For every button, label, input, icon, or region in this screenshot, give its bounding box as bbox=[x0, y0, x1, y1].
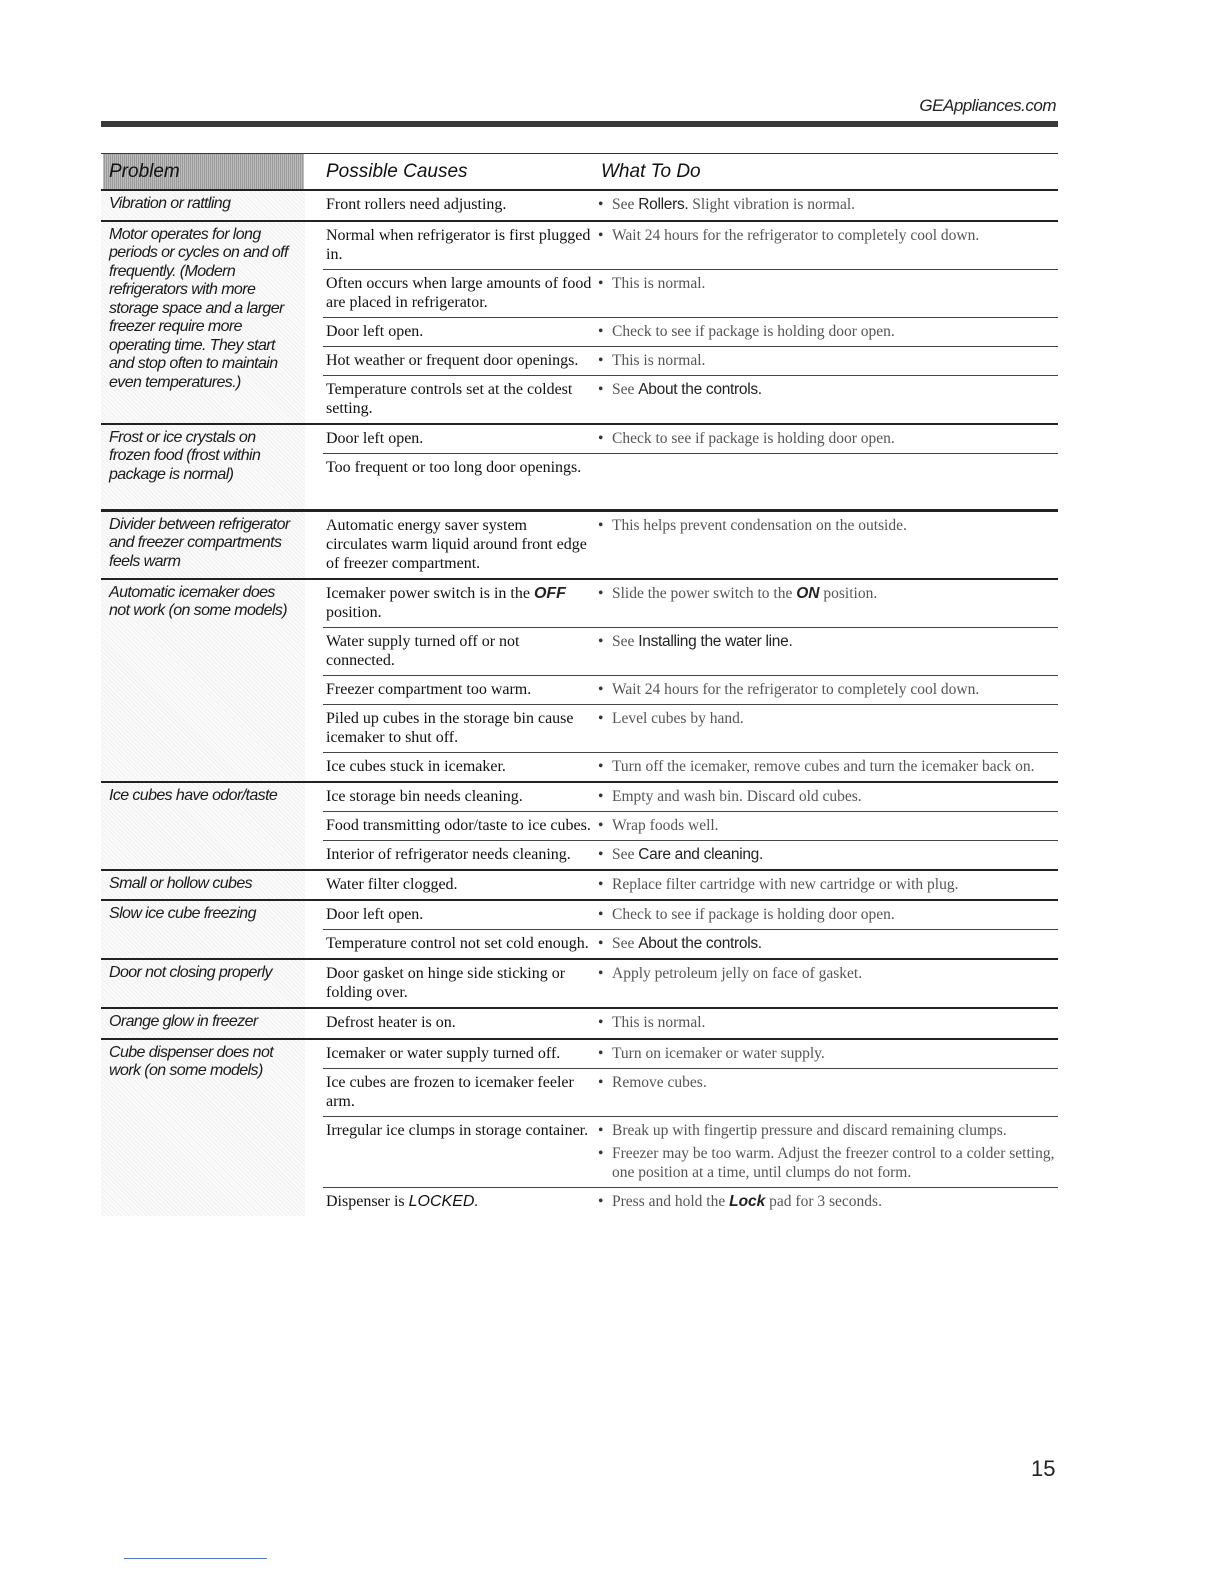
cause-row bbox=[323, 1188, 1058, 1216]
header-problem: Problem bbox=[103, 154, 304, 189]
cause-row bbox=[323, 753, 1058, 781]
cause-text: Icemaker or water supply turned off. bbox=[326, 1044, 561, 1062]
cause-row bbox=[323, 871, 1058, 899]
cause-row bbox=[323, 318, 1058, 347]
footer-line bbox=[124, 1558, 267, 1559]
cause-row bbox=[323, 270, 1058, 318]
solution-item: • Level cubes by hand. bbox=[598, 709, 744, 727]
problem-label: Frost or ice crystals on frozen food (frost within package is normal) bbox=[101, 425, 305, 509]
solution-item: • Break up with fingertip pressure and discard remaining clumps. bbox=[598, 1121, 1007, 1139]
solution-item: • Turn off the icemaker, remove cubes and turn the icemaker back on. bbox=[598, 757, 1035, 775]
solution-item: • Remove cubes. bbox=[598, 1073, 707, 1091]
cause-text: Ice storage bin needs cleaning. bbox=[326, 787, 523, 805]
cause-row bbox=[323, 1040, 1058, 1069]
problem-label: Divider between refrigerator and freezer compartments feels warm bbox=[101, 512, 305, 578]
problem-group bbox=[101, 871, 1058, 902]
cause-row bbox=[323, 783, 1058, 812]
troubleshooting-table bbox=[101, 153, 1058, 1216]
cause-text: Door left open. bbox=[326, 429, 424, 447]
solution-item: • Wait 24 hours for the refrigerator to completely cool down. bbox=[598, 226, 980, 244]
cause-row bbox=[323, 1069, 1058, 1117]
cause-text: Often occurs when large amounts of food are placed in refrigerator. bbox=[326, 274, 592, 311]
cause-text: Freezer compartment too warm. bbox=[326, 680, 532, 698]
solution-item: • See Rollers. Slight vibration is normal. bbox=[598, 196, 856, 213]
problem-group bbox=[101, 222, 1058, 425]
cross-reference: About the controls. bbox=[638, 380, 762, 398]
solution-item: • Turn on icemaker or water supply. bbox=[598, 1044, 825, 1062]
cause-row bbox=[323, 512, 1058, 578]
problem-label: Door not closing properly bbox=[101, 960, 305, 1007]
problem-group bbox=[101, 580, 1058, 783]
cause-row bbox=[323, 347, 1058, 376]
problem-group bbox=[101, 425, 1058, 511]
cause-text: Automatic energy saver system circulates warm liquid around front edge of freezer compartment. bbox=[326, 516, 587, 572]
cause-text: Interior of refrigerator needs cleaning. bbox=[326, 845, 571, 863]
problem-group bbox=[101, 901, 1058, 960]
problem-label: Slow ice cube freezing bbox=[101, 901, 305, 958]
problem-group bbox=[101, 1009, 1058, 1040]
cause-text: Temperature control not set cold enough. bbox=[326, 935, 589, 952]
solution-item: • Replace filter cartridge with new cartridge or with plug. bbox=[598, 875, 959, 893]
solution-item: • This is normal. bbox=[598, 351, 706, 369]
cause-row bbox=[323, 812, 1058, 841]
cause-text: Water filter clogged. bbox=[326, 875, 458, 893]
header-rule bbox=[101, 121, 1058, 127]
problem-label: Orange glow in freezer bbox=[101, 1009, 305, 1038]
cause-text: Food transmitting odor/taste to ice cubes. bbox=[326, 816, 591, 834]
cause-row bbox=[323, 454, 1058, 509]
solution-item: • Check to see if package is holding door open. bbox=[598, 429, 895, 447]
cause-text: Temperature controls set at the coldest setting. bbox=[326, 380, 573, 417]
page-number: 15 bbox=[1031, 1456, 1056, 1481]
solution-item: • Apply petroleum jelly on face of gasket. bbox=[598, 965, 863, 982]
problem-label: Small or hollow cubes bbox=[101, 871, 305, 900]
table-header bbox=[101, 153, 1058, 191]
problem-label: Vibration or rattling bbox=[101, 191, 305, 220]
solution-item: • See Care and cleaning. bbox=[598, 845, 763, 863]
problem-label: Ice cubes have odor/taste bbox=[101, 783, 305, 869]
cause-text: Piled up cubes in the storage bin cause icemaker to shut off. bbox=[326, 709, 574, 746]
cause-row bbox=[323, 191, 1058, 219]
solution-item: • This is normal. bbox=[598, 274, 706, 292]
cause-row bbox=[323, 580, 1058, 628]
solution-item: • This helps prevent condensation on the outside. bbox=[598, 516, 907, 534]
cross-reference: About the controls. bbox=[638, 935, 762, 952]
solution-item: • See About the controls. bbox=[598, 380, 762, 398]
cause-text: Normal when refrigerator is first plugged in. bbox=[326, 226, 591, 263]
cause-row bbox=[323, 930, 1058, 958]
problem-group bbox=[101, 511, 1058, 580]
solution-item: • Empty and wash bin. Discard old cubes. bbox=[598, 787, 862, 805]
problem-label: Cube dispenser does not work (on some models) bbox=[101, 1040, 305, 1216]
cause-row bbox=[323, 376, 1058, 423]
cause-row bbox=[323, 901, 1058, 930]
cause-text: Front rollers need adjusting. bbox=[326, 196, 507, 213]
header-what-to-do: What To Do bbox=[601, 161, 701, 182]
cause-row bbox=[323, 222, 1058, 270]
problem-group bbox=[101, 783, 1058, 871]
solution-item: • Check to see if package is holding door open. bbox=[598, 322, 895, 340]
cross-reference: Care and cleaning. bbox=[638, 845, 763, 863]
cause-row bbox=[323, 960, 1058, 1007]
cause-text: Defrost heater is on. bbox=[326, 1014, 456, 1031]
solution-item: • See Installing the water line. bbox=[598, 632, 793, 650]
cause-text: Ice cubes stuck in icemaker. bbox=[326, 757, 506, 775]
cause-text: Irregular ice clumps in storage container. bbox=[326, 1121, 589, 1139]
cause-text: Hot weather or frequent door openings. bbox=[326, 351, 579, 369]
cause-text: Water supply turned off or not connected. bbox=[326, 632, 520, 669]
cause-row bbox=[323, 425, 1058, 454]
problem-label: Automatic icemaker does not work (on some models) bbox=[101, 580, 305, 781]
problem-group bbox=[101, 1040, 1058, 1216]
solution-item: • See About the controls. bbox=[598, 935, 762, 952]
solution-item: • Wait 24 hours for the refrigerator to completely cool down. bbox=[598, 680, 980, 698]
cause-text: Ice cubes are frozen to icemaker feeler arm. bbox=[326, 1073, 574, 1110]
problem-label: Motor operates for long periods or cycles on and off frequently. (Modern refrigerators with more storage space and a larger freezer require more operating time. They start and stop often to maintain even temperatures.) bbox=[101, 222, 305, 423]
cause-text: Dispenser is LOCKED. bbox=[326, 1192, 479, 1210]
cause-text: Too frequent or too long door openings. bbox=[326, 458, 582, 476]
problem-group bbox=[101, 191, 1058, 222]
solution-item: • Wrap foods well. bbox=[598, 816, 719, 834]
cause-text: Door gasket on hinge side sticking or folding over. bbox=[326, 965, 566, 1001]
solution-item: • This is normal. bbox=[598, 1014, 706, 1031]
cause-text: Icemaker power switch is in the OFF position. bbox=[326, 584, 566, 621]
solution-item: • Slide the power switch to the ON position. bbox=[598, 584, 878, 602]
solution-item: • Freezer may be too warm. Adjust the freezer control to a colder setting, one position at a time, until clumps do not form. bbox=[598, 1144, 1055, 1181]
cause-text: Door left open. bbox=[326, 906, 424, 923]
cause-row bbox=[323, 841, 1058, 869]
cause-row bbox=[323, 676, 1058, 705]
solution-item: • Press and hold the Lock pad for 3 seconds. bbox=[598, 1192, 882, 1210]
cause-text: Door left open. bbox=[326, 322, 424, 340]
cause-row bbox=[323, 705, 1058, 753]
cause-row bbox=[323, 1009, 1058, 1037]
problem-group bbox=[101, 960, 1058, 1009]
cause-row bbox=[323, 628, 1058, 676]
solution-item: • Check to see if package is holding door open. bbox=[598, 906, 895, 923]
cause-row bbox=[323, 1117, 1058, 1188]
cross-reference: Installing the water line. bbox=[638, 632, 793, 650]
site-url: GEAppliances.com bbox=[919, 96, 1056, 115]
header-possible-causes: Possible Causes bbox=[326, 161, 468, 182]
cross-reference: Rollers. bbox=[638, 196, 689, 213]
